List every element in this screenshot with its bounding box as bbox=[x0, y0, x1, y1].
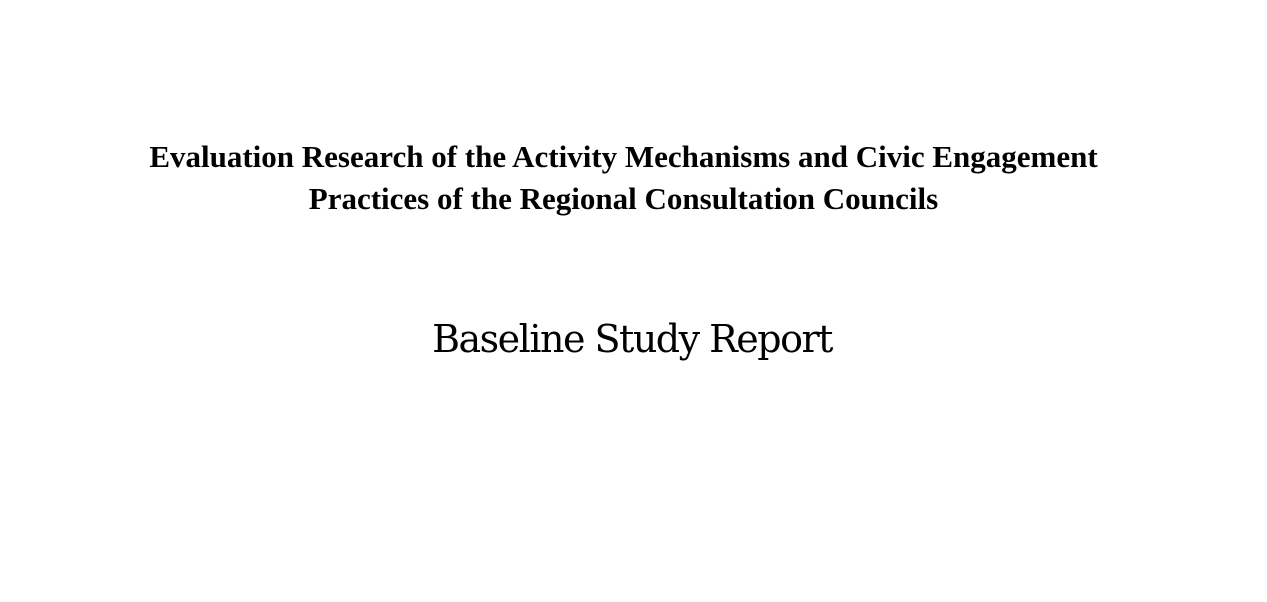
title-line-2: Practices of the Regional Consultation Councils bbox=[308, 181, 939, 216]
document-title bbox=[0, 136, 1247, 220]
document-subtitle: Baseline Study Report bbox=[432, 317, 832, 361]
title-line-1: Evaluation Research of the Activity Mechanisms and Civic Engagement bbox=[149, 139, 1098, 174]
